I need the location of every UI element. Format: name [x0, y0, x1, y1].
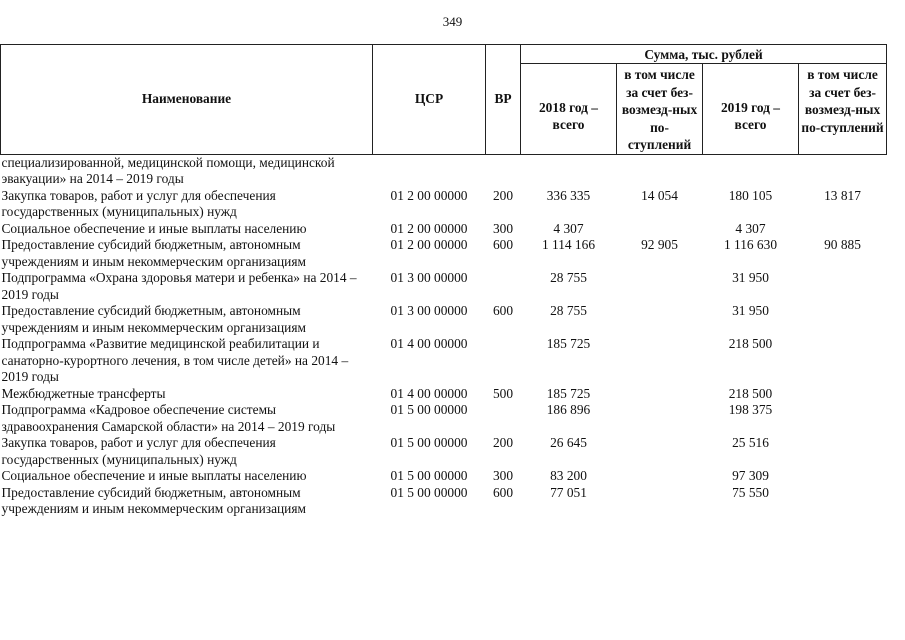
row-2018-free [617, 154, 703, 188]
row-name: Предоставление субсидий бюджетным, автономным учреждениям и иным некоммерческим организациям [1, 484, 306, 516]
row-csr: 01 4 00 00000 [390, 336, 468, 351]
table-row [1, 237, 887, 270]
table-body [1, 154, 887, 518]
row-csr: 01 3 00 00000 [390, 303, 468, 318]
row-2018-total: 77 051 [550, 484, 587, 500]
row-2019-free: 13 817 [824, 187, 861, 203]
row-2018-free [617, 485, 703, 518]
row-2019-total: 180 105 [728, 187, 773, 203]
row-2018-total: 336 335 [546, 187, 591, 203]
row-name: Закупка товаров, работ и услуг для обеспечения государственных (муниципальных) нужд [1, 435, 276, 467]
row-2018-total: 186 896 [546, 402, 591, 417]
row-name: специализированной, медицинской помощи, медицинской эвакуации» на 2014 – 2019 годы [1, 154, 335, 186]
row-2018-free [617, 386, 703, 403]
header-name: Наименование [1, 45, 373, 155]
row-2019-free [799, 221, 887, 238]
row-2018-free: 14 054 [641, 187, 678, 203]
row-csr: 01 5 00 00000 [390, 468, 468, 483]
row-vr: 300 [492, 468, 514, 483]
row-2019-total: 4 307 [735, 220, 766, 236]
budget-table [0, 44, 887, 518]
row-2019-free [799, 402, 887, 435]
row-2018-free [617, 468, 703, 485]
row-2019-free [799, 386, 887, 403]
table-row [1, 221, 887, 238]
page-number: 349 [442, 14, 463, 29]
row-csr: 01 4 00 00000 [390, 385, 468, 401]
row-vr [486, 270, 521, 303]
header-sum-group: Сумма, тыс. рублей [521, 45, 887, 64]
row-csr: 01 5 00 00000 [390, 484, 468, 500]
row-2018-free [617, 270, 703, 303]
row-2019-free [799, 336, 887, 386]
row-vr [486, 154, 521, 188]
table-row [1, 485, 887, 518]
row-csr: 01 2 00 00000 [390, 220, 468, 236]
row-csr: 01 5 00 00000 [390, 435, 468, 450]
header-csr: ЦСР [373, 45, 486, 155]
row-2019-free [799, 435, 887, 468]
row-2019-total: 198 375 [728, 402, 773, 417]
row-name: Подпрограмма «Кадровое обеспечение системы здравоохранения Самарской области» на 2014 – 2019 годы [1, 402, 336, 434]
row-2019-total: 75 550 [732, 484, 769, 500]
row-2018-total: 1 114 166 [541, 237, 596, 252]
row-2018-total: 185 725 [546, 385, 591, 401]
row-name: Подпрограмма «Развитие медицинской реабилитации и санаторно-курортного лечения, в том числе детей» на 2014 – 2019 годы [1, 336, 349, 384]
table-row [1, 154, 887, 188]
table-row [1, 336, 887, 386]
row-vr [486, 336, 521, 386]
row-name: Межбюджетные трансферты [1, 385, 166, 401]
row-name: Социальное обеспечение и иные выплаты населению [1, 468, 307, 483]
row-2019-total [703, 154, 799, 188]
table-row [1, 468, 887, 485]
row-2018-free: 92 905 [641, 237, 678, 252]
table-row [1, 435, 887, 468]
row-2019-total: 31 950 [732, 270, 769, 285]
row-2018-total [521, 154, 617, 188]
row-2019-total: 25 516 [732, 435, 769, 450]
row-2019-total: 218 500 [728, 336, 773, 351]
row-2019-free [799, 270, 887, 303]
row-2018-total: 28 755 [550, 270, 587, 285]
row-csr: 01 2 00 00000 [390, 187, 468, 203]
row-2018-total: 4 307 [553, 220, 584, 236]
row-2019-free [799, 485, 887, 518]
row-name: Предоставление субсидий бюджетным, автономным учреждениям и иным некоммерческим организациям [1, 237, 306, 269]
row-2018-free [617, 402, 703, 435]
row-2019-free: 90 885 [824, 237, 861, 252]
row-vr: 600 [492, 484, 514, 500]
table-row [1, 303, 887, 336]
row-2019-total: 31 950 [732, 303, 769, 318]
table-row [1, 270, 887, 303]
row-csr: 01 3 00 00000 [390, 270, 468, 285]
row-2019-free [799, 303, 887, 336]
row-2018-free [617, 221, 703, 238]
row-vr: 300 [492, 220, 514, 236]
row-name: Социальное обеспечение и иные выплаты населению [1, 220, 307, 236]
header-2018-total: 2018 год – всего [521, 64, 617, 155]
row-vr: 200 [492, 187, 514, 203]
row-2019-total: 1 116 630 [723, 237, 778, 252]
row-2018-total: 26 645 [550, 435, 587, 450]
row-2018-total: 28 755 [550, 303, 587, 318]
header-2019-total: 2019 год – всего [703, 64, 799, 155]
row-vr: 600 [492, 237, 514, 252]
row-vr: 600 [492, 303, 514, 318]
row-2018-free [617, 303, 703, 336]
row-name: Закупка товаров, работ и услуг для обеспечения государственных (муниципальных) нужд [1, 187, 276, 219]
header-vr: ВР [486, 45, 521, 155]
header-2018-free: в том числе за счет без-возмезд-ных по-ступлений [617, 64, 703, 155]
row-name: Предоставление субсидий бюджетным, автономным учреждениям и иным некоммерческим организациям [1, 303, 306, 335]
row-2019-total: 218 500 [728, 385, 773, 401]
header-2019-free: в том числе за счет без-возмезд-ных по-ступлений [799, 64, 887, 155]
table-row [1, 188, 887, 221]
row-2018-total: 185 725 [546, 336, 591, 351]
row-csr: 01 5 00 00000 [390, 402, 468, 417]
row-2019-free [799, 468, 887, 485]
table-row [1, 402, 887, 435]
row-2018-total: 83 200 [550, 468, 587, 483]
row-2018-free [617, 435, 703, 468]
row-vr: 500 [492, 385, 514, 401]
row-2018-free [617, 336, 703, 386]
row-csr [373, 154, 486, 188]
row-name: Подпрограмма «Охрана здоровья матери и ребенка» на 2014 – 2019 годы [1, 270, 357, 302]
table-row [1, 386, 887, 403]
row-vr [486, 402, 521, 435]
row-csr: 01 2 00 00000 [390, 237, 468, 252]
row-2019-total: 97 309 [732, 468, 769, 483]
row-vr: 200 [492, 435, 514, 450]
row-2019-free [799, 154, 887, 188]
